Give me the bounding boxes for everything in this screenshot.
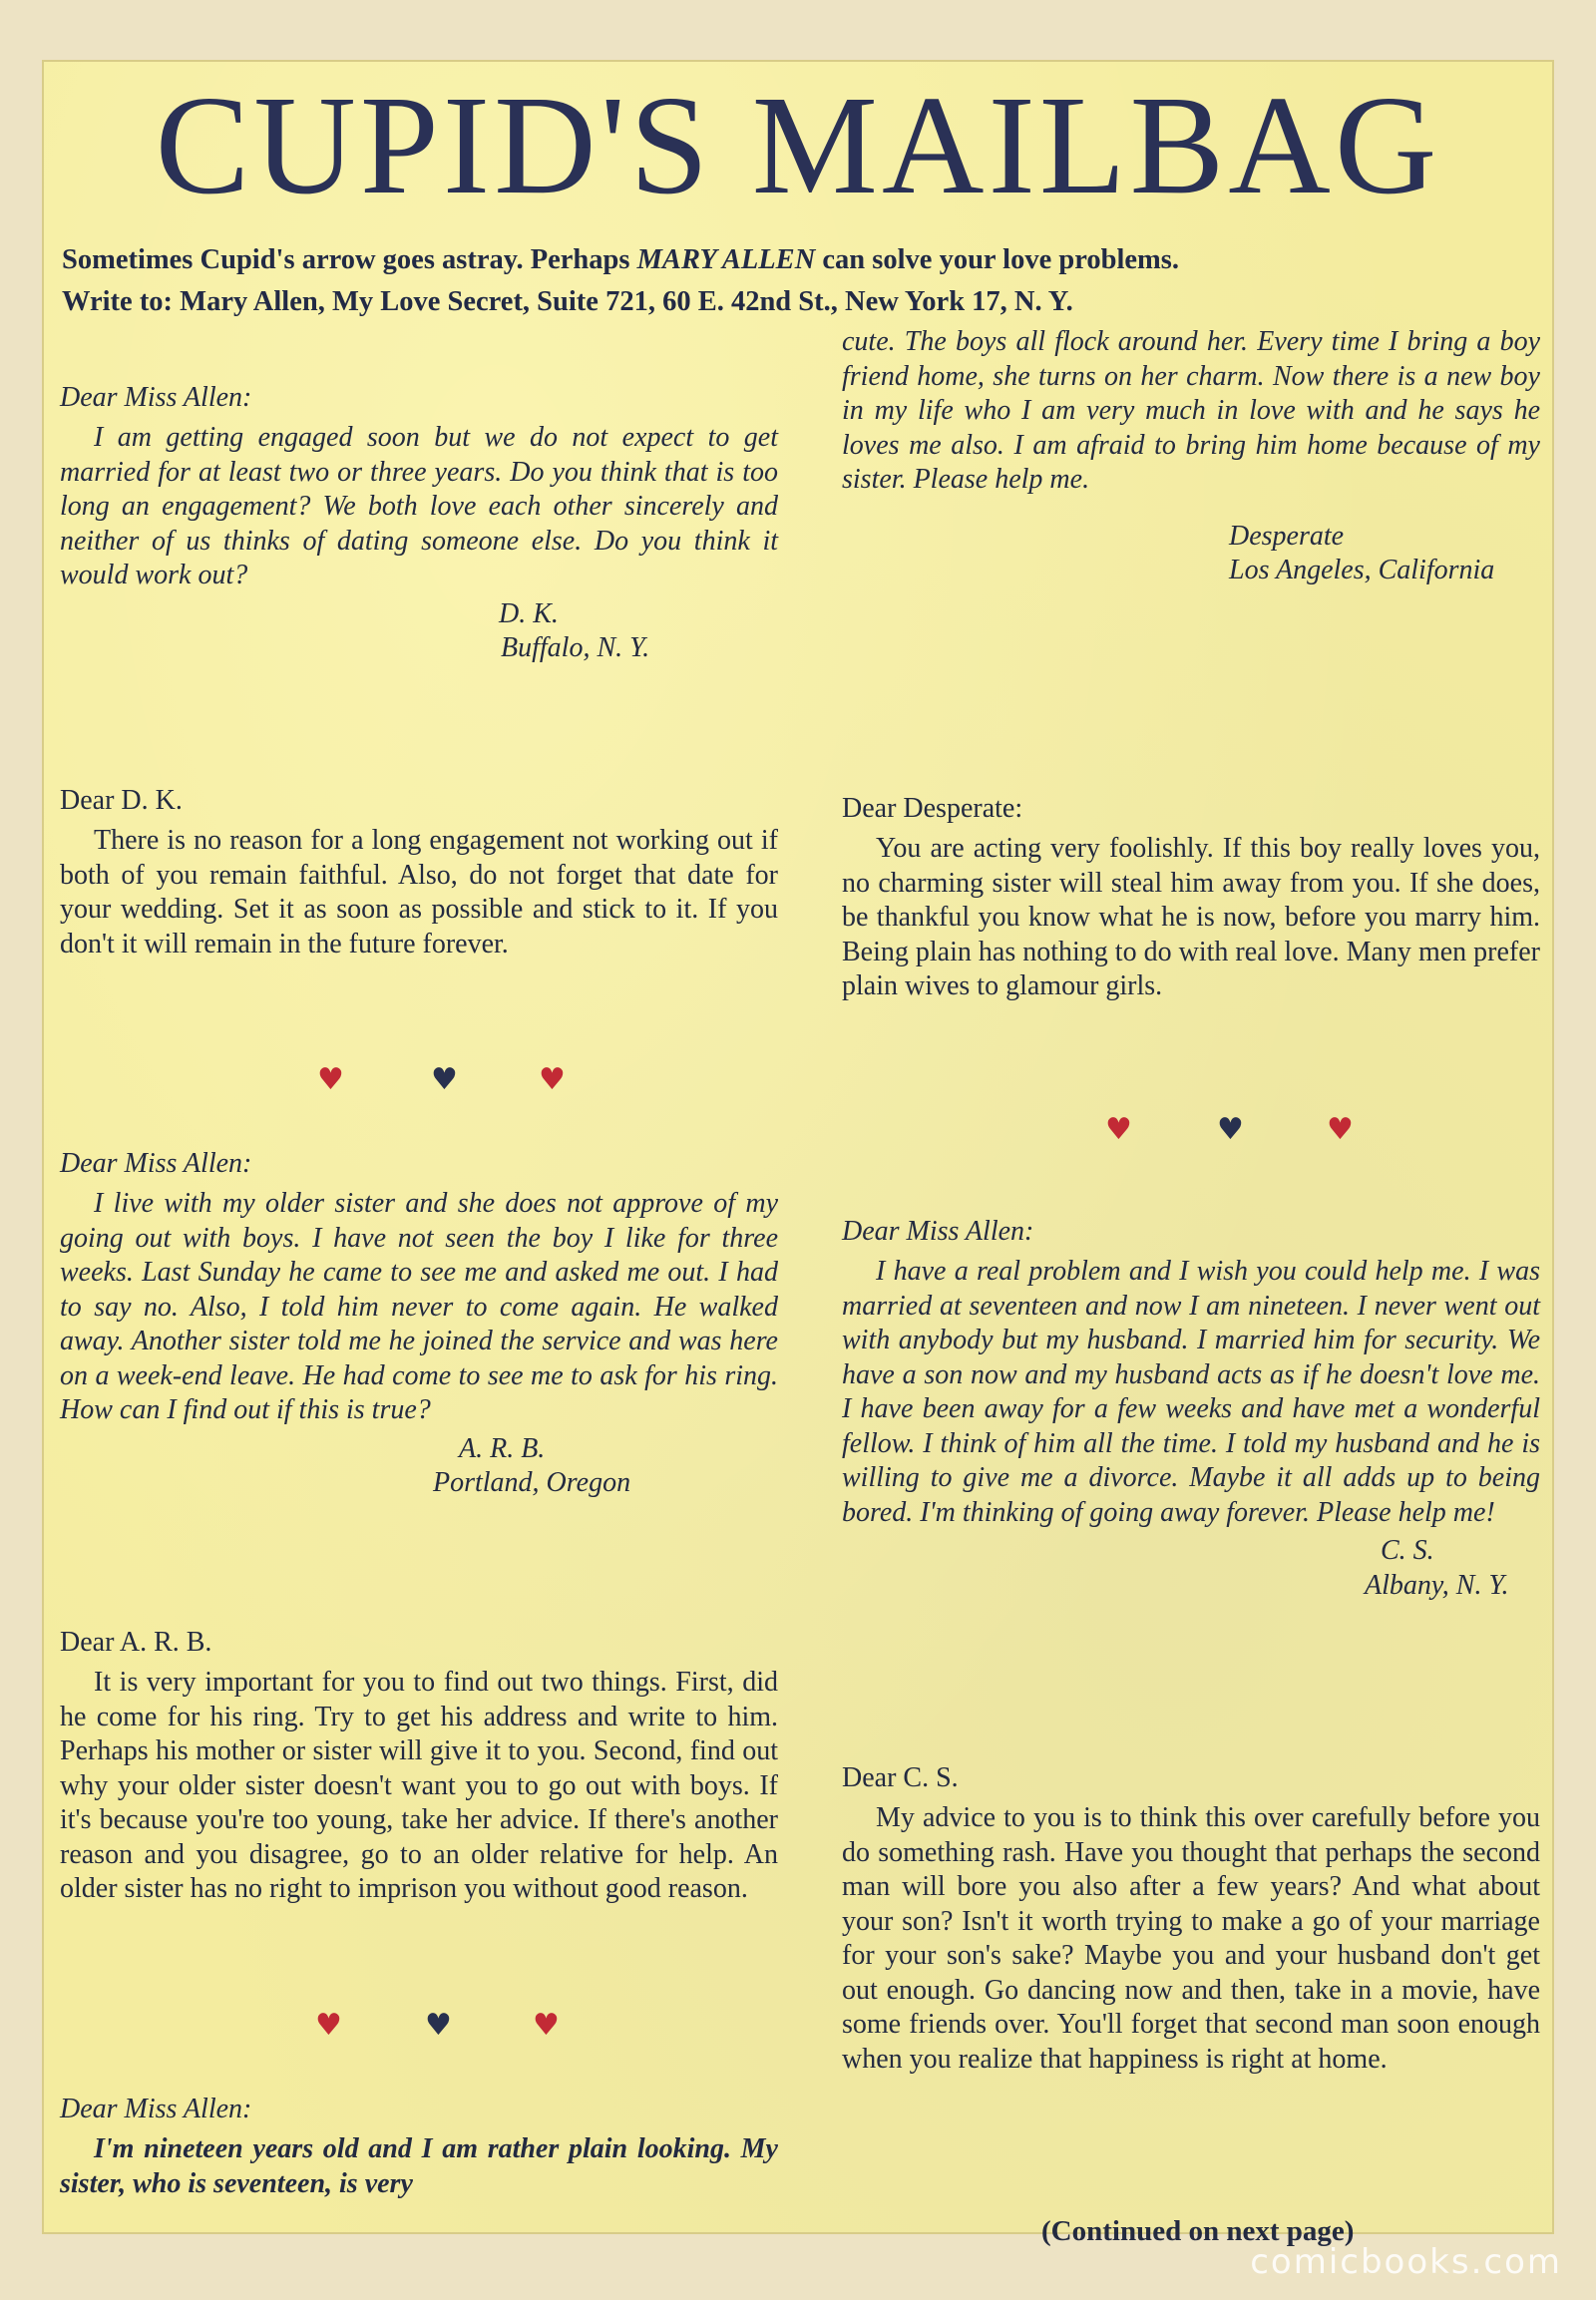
letter-location: Portland, Oregon <box>433 1467 631 1498</box>
letter-signature: C. S. <box>1381 1535 1434 1566</box>
reply-text: My advice to you is to think this over carefully before you do something rash. Have you thought that perhaps the second man will bore you also after a few years? And what about your son? Isn't it worth trying to make a go of your marriage for your son's sake? Maybe you and your husband don't get out enough. Go dancing now and then, take in a movie, have some friends over. You'll forget that second man soon enough when you realize that happiness is right at home. <box>842 1802 1540 2075</box>
heart-icon: ♥ <box>317 1062 344 1097</box>
reply-salutation: Dear D. K. <box>60 785 183 816</box>
heart-icon: ♥ <box>1217 1112 1244 1147</box>
letter-dk <box>60 381 778 666</box>
watermark: comicbooks.com <box>1250 2242 1562 2282</box>
letter-text: I am getting engaged soon but we do not expect to get married for at least two or three years. Do you think that is too long an engagement? We both love each other sincerely and neither of us thinks of dating someone else. Do you think it would work out? <box>60 422 778 590</box>
heart-icon: ♥ <box>1105 1112 1132 1147</box>
letter-text: cute. The boys all flock around her. Every time I bring a boy friend home, she turns on her charm. Now there is a new boy in my life who I am very much in love with and he says he loves me also. I am afraid to bring him home because of my sister. Please help me. <box>842 326 1540 495</box>
intro-text <box>62 239 1548 323</box>
letter-location: Albany, N. Y. <box>1365 1569 1509 1601</box>
reply-salutation: Dear Desperate: <box>842 793 1023 824</box>
reply-text: It is very important for you to find out two things. First, did he come for his ring. Try to get his address and write to him. Perhaps his mother or sister will give it to you. Second, find out why your older sister doesn't want you to go out with boys. If it's because you're too young, take her advice. If there's another reason and you disagree, go to an older relative for help. An older sister has no right to imprison you without good reason. <box>60 1667 778 1904</box>
heart-icon: ♥ <box>1327 1112 1354 1147</box>
columnist-name: MARY ALLEN <box>636 244 816 275</box>
heart-icon: ♥ <box>425 2008 452 2043</box>
reply-text: You are acting very foolishly. If this boy really loves you, no charming sister will steal him away from you. If she does, be thankful you know what he is now, before you marry him. Being plain has nothing to do with real love. Many men prefer plain wives to glamour girls. <box>842 833 1540 1001</box>
reply-cs <box>842 1761 1540 2077</box>
letter-signoff <box>60 597 778 666</box>
letter-salutation: Dear Miss Allen: <box>60 2094 252 2124</box>
letter-location: Los Angeles, California <box>1229 555 1495 585</box>
intro-line-2: Write to: Mary Allen, My Love Secret, Suite 721, 60 E. 42nd St., New York 17, N. Y. <box>62 286 1073 317</box>
letter-signoff <box>842 520 1540 588</box>
reply-arb <box>60 1626 778 1907</box>
intro-line-1: Sometimes Cupid's arrow goes astray. Perhaps MARY ALLEN can solve your love problems. <box>62 244 1179 275</box>
reply-desperate <box>842 792 1540 1004</box>
letter-arb <box>60 1147 778 1501</box>
heart-icon: ♥ <box>431 1062 458 1097</box>
letter-text: I live with my older sister and she does not approve of my going out with boys. I have not seen the boy I like for three weeks. Last Sunday he came to see me and asked me out. I had to say no. Also, I told him never to come again. He walked away. Another sister told me he joined the service and was here on a week-end leave. He had come to see me to ask for his ring. How can I find out if this is true? <box>60 1188 778 1425</box>
letter-cs <box>842 1215 1540 1603</box>
letter-signature: Desperate <box>1229 520 1345 552</box>
reply-salutation: Dear A. R. B. <box>60 1627 212 1658</box>
letter-signature: D. K. <box>499 597 559 629</box>
page-title: CUPID'S MAILBAG <box>155 66 1441 223</box>
letter-signature: A. R. B. <box>459 1432 546 1464</box>
continued-note: (Continued on next page) <box>1041 2215 1355 2247</box>
heart-divider <box>842 1112 1540 1155</box>
letter-location: Buffalo, N. Y. <box>501 632 650 663</box>
heart-divider <box>60 2008 778 2051</box>
letter-salutation: Dear Miss Allen: <box>60 1148 252 1179</box>
letter-salutation: Dear Miss Allen: <box>842 1216 1034 1247</box>
heart-divider <box>60 1062 778 1105</box>
heart-icon: ♥ <box>315 2008 342 2043</box>
letter-signoff <box>842 1534 1540 1603</box>
reply-salutation: Dear C. S. <box>842 1762 959 1793</box>
magazine-page <box>42 60 1554 2247</box>
heart-icon: ♥ <box>539 1062 566 1097</box>
letter-text: I have a real problem and I wish you could help me. I was married at seventeen and now I am nineteen. I never went out with anybody but my husband. I married him for security. We have a son now and my husband acts as if he doesn't love me. I have been away for a few weeks and have met a wonderful fellow. I think of him all the time. I told my husband and he is willing to give me a divorce. Maybe it all adds up to being bored. I'm thinking of going away forever. Please help me! <box>842 1256 1540 1528</box>
letter-salutation: Dear Miss Allen: <box>60 382 252 413</box>
letter-signoff <box>60 1432 778 1501</box>
reply-dk <box>60 784 778 961</box>
heart-icon: ♥ <box>533 2008 560 2043</box>
reply-text: There is no reason for a long engagement not working out if both of you remain faithful. Also, do not forget that date for your wedding. Set it as soon as possible and stick to it. If you don't it will remain in the future forever. <box>60 825 778 959</box>
letter-desperate-cont <box>842 319 1540 588</box>
letter-text: I'm nineteen years old and I am rather plain looking. My sister, who is seventeen, is very <box>60 2133 778 2199</box>
letter-desperate-start <box>60 2093 778 2201</box>
